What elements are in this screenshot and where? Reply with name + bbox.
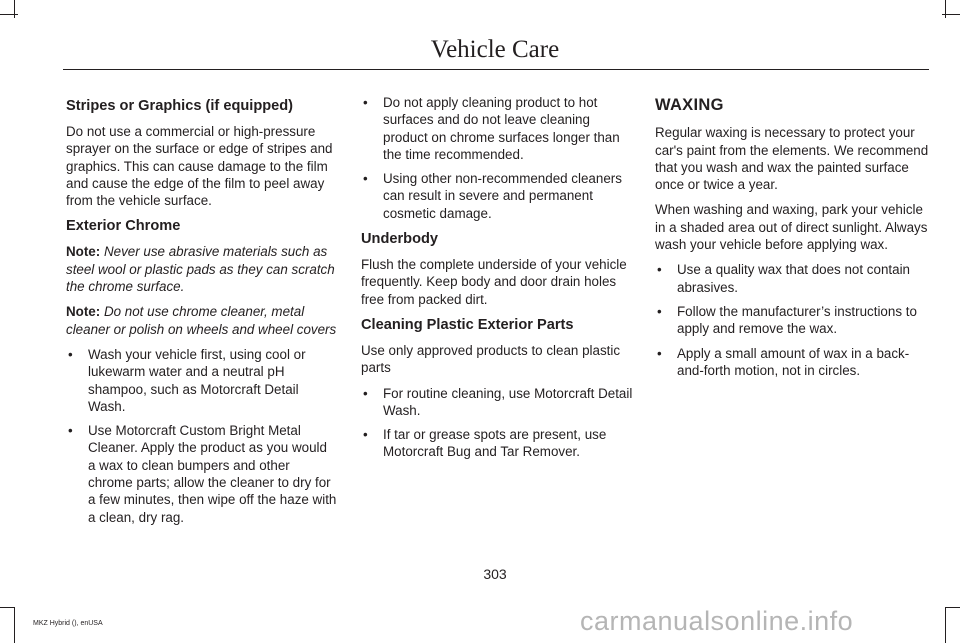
- list-item-text: Do not apply cleaning product to hot surfaces and do not leave cleaning product on chrome surfaces longer than the time recommended.: [383, 95, 620, 162]
- footer-edition: MKZ Hybrid (), enUSA: [33, 620, 103, 627]
- page-number: 303: [483, 566, 507, 582]
- bullet-icon: •: [363, 385, 368, 401]
- note-1-text: Never use abrasive materials such as steel wool or plastic pads as they can scratch the chrome surface.: [66, 244, 335, 295]
- crop-mark-bottom-right-horizontal: [945, 607, 960, 608]
- note-2: [66, 303, 338, 338]
- crop-mark-bottom-right-vertical: [945, 607, 946, 643]
- list-item: [361, 94, 633, 163]
- waxing-paragraph-1: Regular waxing is necessary to protect your car's paint from the elements. We recommend that you wash and wax the painted surface once or twice a year.: [655, 125, 929, 193]
- note-2-label: Note:: [66, 304, 101, 320]
- crop-mark-top-left-vertical: [14, 0, 15, 18]
- waxing-paragraph-2: When washing and waxing, park your vehicle in a shaded area out of direct sunlight. Always wash your vehicle before applying wax.: [655, 202, 928, 253]
- watermark: carmanualsonline.info: [580, 606, 854, 636]
- underbody-heading: Underbody: [361, 231, 439, 248]
- list-item: [361, 170, 633, 222]
- chrome-heading: Exterior Chrome: [66, 218, 181, 235]
- bullet-icon: •: [363, 427, 368, 443]
- bullet-icon: •: [363, 95, 368, 110]
- list-item: [66, 346, 338, 415]
- list-item-text: Apply a small amount of wax in a back-and-forth motion, not in circles.: [677, 345, 910, 378]
- bullet-icon: •: [657, 303, 662, 319]
- crop-mark-bottom-left-vertical: [14, 607, 15, 643]
- header-divider: [63, 69, 929, 70]
- stripes-heading: Stripes or Graphics (if equipped): [66, 98, 294, 114]
- chrome-bullet-list: [66, 346, 338, 526]
- bullet-icon: •: [657, 262, 662, 278]
- note-2-text: Do not use chrome cleaner, metal cleaner or polish on wheels and wheel covers: [66, 304, 337, 337]
- list-item: [66, 422, 338, 526]
- list-item-text: Use Motorcraft Custom Bright Metal Cleaner. Apply the product as you would a wax to clean bumpers and other chrome parts; allow the cleaner to dry for a few minutes, then wipe off the haze with a clean, dry rag.: [88, 423, 337, 525]
- plastic-parts-paragraph: Use only approved products to clean plastic parts: [361, 342, 621, 376]
- chrome-bullet-list-continued: [361, 94, 633, 222]
- note-1-label: Note:: [66, 244, 101, 260]
- bullet-icon: •: [363, 171, 368, 187]
- waxing-heading: WAXING: [655, 96, 724, 114]
- page-title: Vehicle Care: [430, 36, 560, 63]
- bullet-icon: •: [657, 345, 662, 361]
- list-item-text: If tar or grease spots are present, use Motorcraft Bug and Tar Remover.: [383, 427, 607, 460]
- crop-mark-top-right-horizontal: [942, 14, 960, 15]
- list-item-text: Wash your vehicle first, using cool or lukewarm water and a neutral pH shampoo, such as Motorcraft Detail Wash.: [88, 346, 306, 414]
- plastic-bullet-list: [361, 385, 633, 461]
- column-3: [655, 94, 929, 387]
- stripes-paragraph: Do not use a commercial or high-pressure sprayer on the surface or edge of stripes and graphics. This can cause damage to the film and cause the edge of the film to peel away from the vehicle surface.: [66, 124, 333, 209]
- list-item-text: Follow the manufacturer’s instructions to apply and remove the wax.: [677, 303, 917, 337]
- list-item: [655, 303, 929, 338]
- list-item: [655, 261, 929, 296]
- list-item: [361, 385, 633, 420]
- bullet-icon: •: [68, 423, 73, 439]
- note-1: [66, 243, 338, 295]
- list-item: [361, 426, 633, 461]
- bullet-icon: •: [68, 346, 73, 362]
- underbody-paragraph: Flush the complete underside of your vehicle frequently. Keep body and door drain holes free from packed dirt.: [361, 257, 627, 307]
- plastic-parts-heading: Cleaning Plastic Exterior Parts: [361, 316, 574, 333]
- crop-mark-top-left-horizontal: [0, 14, 18, 15]
- list-item-text: Using other non-recommended cleaners can result in severe and permanent cosmetic damage.: [383, 171, 622, 221]
- crop-mark-bottom-left-horizontal: [0, 607, 15, 608]
- column-1: [66, 94, 338, 534]
- list-item: [655, 345, 929, 380]
- column-2: [361, 94, 633, 469]
- waxing-bullet-list: [655, 261, 929, 379]
- crop-mark-top-right-vertical: [945, 0, 946, 18]
- list-item-text: For routine cleaning, use Motorcraft Detail Wash.: [383, 385, 633, 418]
- list-item-text: Use a quality wax that does not contain abrasives.: [677, 262, 910, 295]
